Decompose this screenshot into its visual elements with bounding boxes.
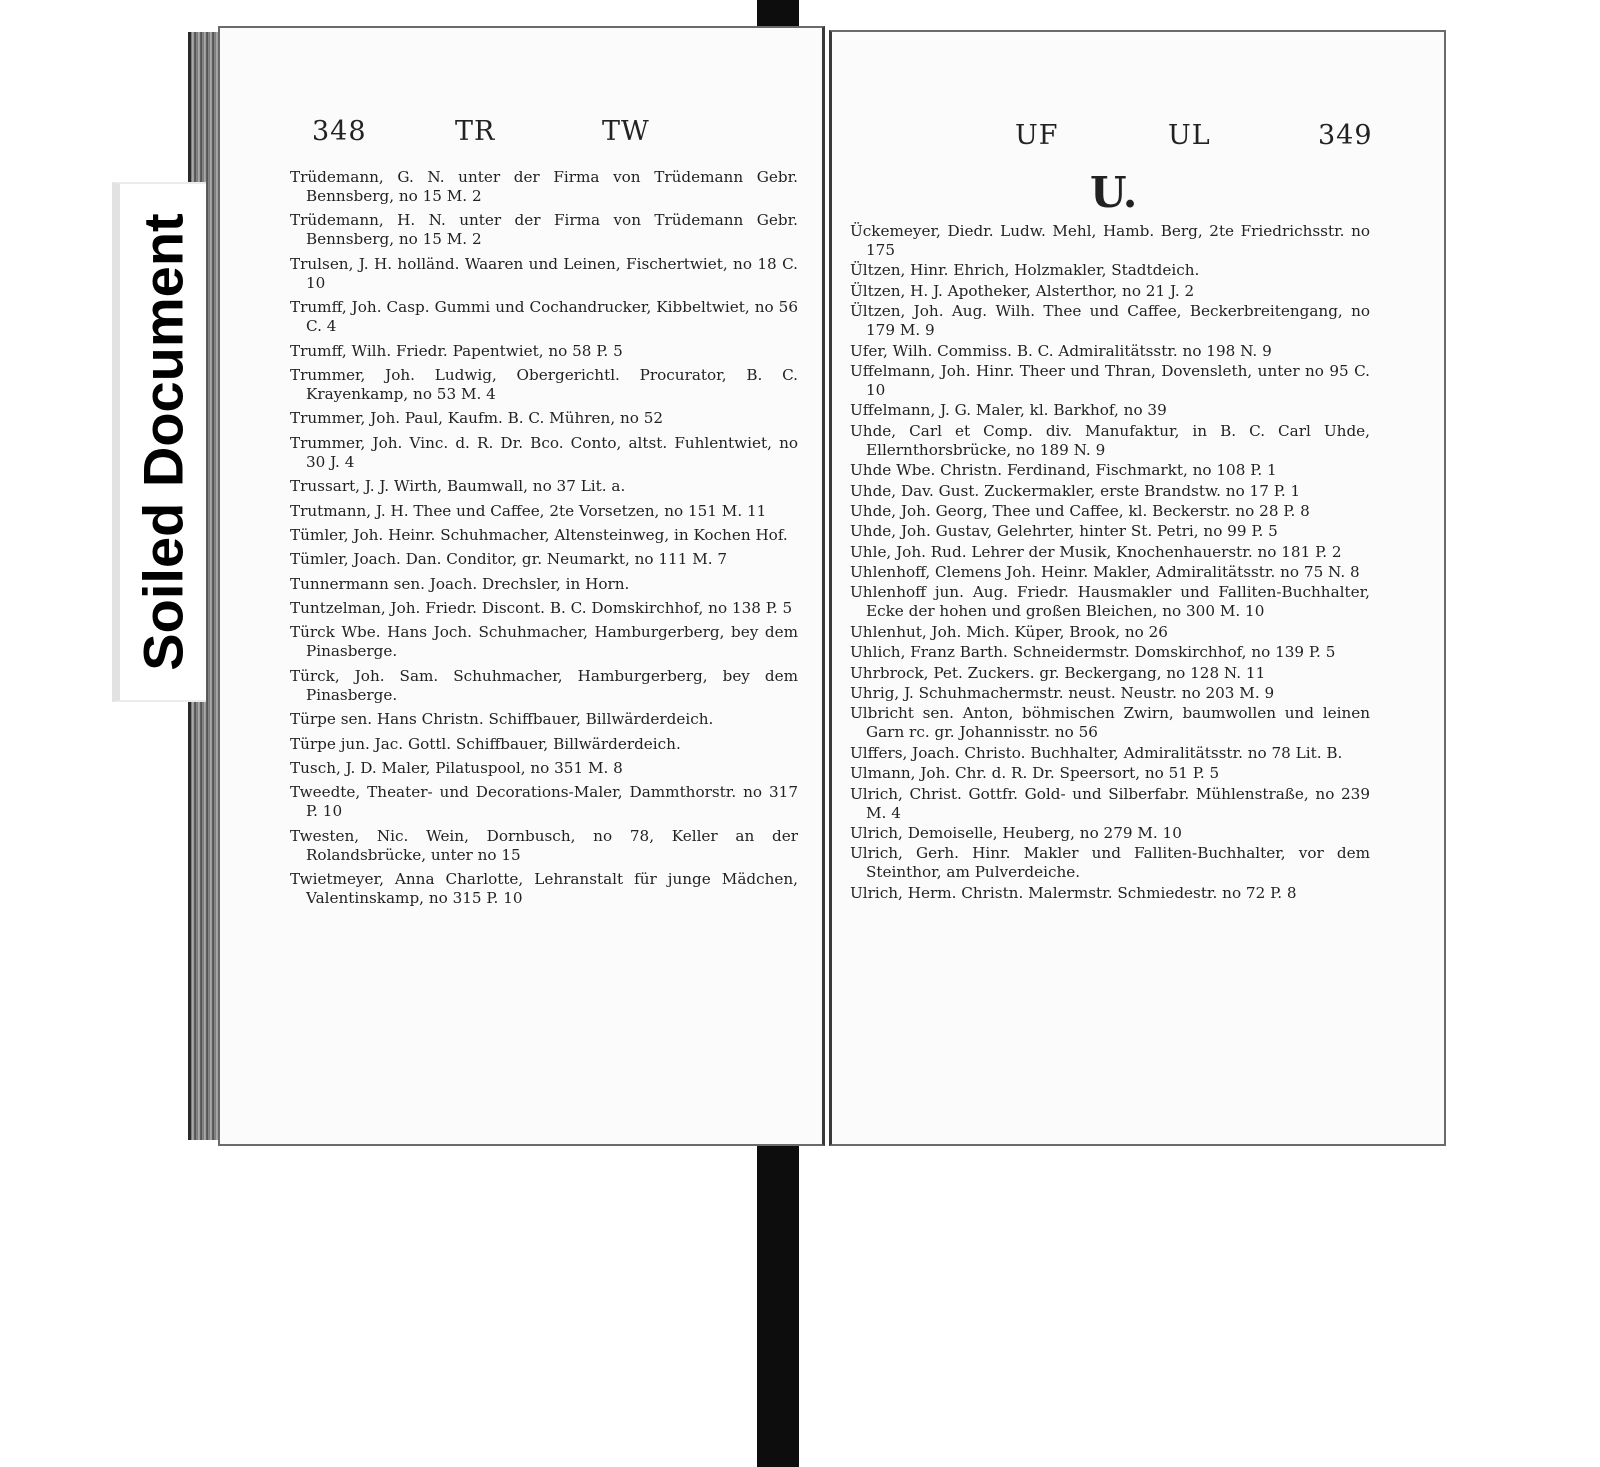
directory-entry: Uhlich, Franz Barth. Schneidermstr. Domskirchhof, no 139 P. 5 (850, 643, 1336, 662)
directory-entry: Uhlenhoff, Clemens Joh. Heinr. Makler, Admiralitätsstr. no 75 N. 8 (850, 563, 1360, 582)
directory-entry: Türck Wbe. Hans Joch. Schuhmacher, Hamburgerberg, bey dem Pinasberge. (290, 623, 798, 661)
soiled-document-tab (112, 182, 206, 702)
directory-entry: Uhlenhut, Joh. Mich. Küper, Brook, no 26 (850, 622, 1168, 641)
directory-entry: Tweedte, Theater- und Decorations-Maler, Dammthorstr. no 317 P. 10 (290, 783, 798, 821)
directory-entry: Uffelmann, Joh. Hinr. Theer und Thran, Dovensleth, unter no 95 C. 10 (850, 361, 1370, 399)
directory-entry: Ufer, Wilh. Commiss. B. C. Admiralitätsstr. no 198 N. 9 (850, 341, 1272, 360)
directory-entry: Uhrbrock, Pet. Zuckers. gr. Beckergang, no 128 N. 11 (850, 663, 1266, 682)
directory-entry: Tusch, J. D. Maler, Pilatuspool, no 351 M. 8 (290, 759, 623, 778)
directory-entry: Trummer, Joh. Ludwig, Obergerichtl. Procurator, B. C. Krayenkamp, no 53 M. 4 (290, 365, 798, 403)
right-page (829, 30, 1446, 1146)
binding-strap-bottom (757, 1140, 799, 1467)
directory-entry: Uhde, Joh. Gustav, Gelehrter, hinter St. Petri, no 99 P. 5 (850, 522, 1278, 541)
directory-entry: Uhde, Joh. Georg, Thee und Caffee, kl. Beckerstr. no 28 P. 8 (850, 501, 1310, 520)
directory-entry: Uffelmann, J. G. Maler, kl. Barkhof, no 39 (850, 401, 1167, 420)
right-running-head-start: UF (1015, 120, 1059, 151)
directory-entry: Trüdemann, H. N. unter der Firma von Trüdemann Gebr. Bennsberg, no 15 M. 2 (290, 211, 798, 249)
right-page-number: 349 (1318, 120, 1373, 151)
directory-entry: Trummer, Joh. Paul, Kaufm. B. C. Mühren, no 52 (290, 409, 664, 428)
directory-entry: Ulmann, Joh. Chr. d. R. Dr. Speersort, no 51 P. 5 (850, 764, 1220, 783)
directory-entry: Ültzen, Joh. Aug. Wilh. Thee und Caffee, Beckerbreitengang, no 179 M. 9 (850, 302, 1370, 340)
left-page (218, 26, 825, 1146)
right-page-header (832, 120, 1444, 160)
directory-entry: Uhde Wbe. Christn. Ferdinand, Fischmarkt, no 108 P. 1 (850, 461, 1277, 480)
directory-entry: Ulbricht sen. Anton, böhmischen Zwirn, baumwollen und leinen Garn rc. gr. Johannisstr. no 56 (850, 704, 1370, 742)
directory-entry: Trüdemann, G. N. unter der Firma von Trüdemann Gebr. Bennsberg, no 15 M. 2 (290, 168, 798, 205)
directory-entry: Ültzen, H. J. Apotheker, Alsterthor, no 21 J. 2 (850, 281, 1195, 300)
directory-entry: Uhde, Dav. Gust. Zuckermakler, erste Brandstw. no 17 P. 1 (850, 481, 1301, 500)
directory-entry: Ückemeyer, Diedr. Ludw. Mehl, Hamb. Berg, 2te Friedrichsstr. no 175 (850, 222, 1370, 259)
directory-entry: Ulffers, Joach. Christo. Buchhalter, Admiralitätsstr. no 78 Lit. B. (850, 743, 1343, 762)
directory-entry: Trumff, Joh. Casp. Gummi und Cochandrucker, Kibbeltwiet, no 56 C. 4 (290, 298, 798, 336)
directory-entry: Tümler, Joh. Heinr. Schuhmacher, Altensteinweg, in Kochen Hof. (290, 525, 788, 544)
left-running-head-start: TR (455, 116, 496, 147)
directory-entry: Ulrich, Herm. Christn. Malermstr. Schmiedestr. no 72 P. 8 (850, 883, 1297, 902)
directory-entry: Trutmann, J. H. Thee und Caffee, 2te Vorsetzen, no 151 M. 11 (290, 501, 767, 520)
directory-entry: Trummer, Joh. Vinc. d. R. Dr. Bco. Conto, altst. Fuhlentwiet, no 30 J. 4 (290, 433, 798, 471)
directory-entry: Türck, Joh. Sam. Schuhmacher, Hamburgerberg, bey dem Pinasberge. (290, 666, 798, 704)
right-entry-list (850, 222, 1370, 904)
directory-entry: Ulrich, Gerh. Hinr. Makler und Falliten-Buchhalter, vor dem Steinthor, am Pulverdeiche. (850, 844, 1370, 882)
directory-entry: Türpe sen. Hans Christn. Schiffbauer, Billwärderdeich. (290, 710, 714, 729)
directory-entry: Trussart, J. J. Wirth, Baumwall, no 37 Lit. a. (290, 477, 626, 496)
directory-entry: Twietmeyer, Anna Charlotte, Lehranstalt für junge Mädchen, Valentinskamp, no 315 P. 10 (290, 870, 798, 908)
directory-entry: Tümler, Joach. Dan. Conditor, gr. Neumarkt, no 111 M. 7 (290, 550, 728, 569)
directory-entry: Türpe jun. Jac. Gottl. Schiffbauer, Billwärderdeich. (290, 734, 681, 753)
directory-entry: Uhde, Carl et Comp. div. Manufaktur, in B. C. Carl Uhde, Ellernthorsbrücke, no 189 N. 9 (850, 421, 1370, 459)
left-running-head-end: TW (602, 116, 650, 147)
soiled-document-label: Soiled Document (131, 213, 195, 671)
directory-entry: Ültzen, Hinr. Ehrich, Holzmakler, Stadtdeich. (850, 261, 1200, 280)
directory-entry: Uhle, Joh. Rud. Lehrer der Musik, Knochenhauerstr. no 181 P. 2 (850, 542, 1342, 561)
directory-entry: Trulsen, J. H. holländ. Waaren und Leinen, Fischertwiet, no 18 C. 10 (290, 254, 798, 292)
open-book (188, 20, 1448, 1148)
directory-entry: Tuntzelman, Joh. Friedr. Discont. B. C. Domskirchhof, no 138 P. 5 (290, 599, 793, 618)
directory-entry: Trumff, Wilh. Friedr. Papentwiet, no 58 P. 5 (290, 341, 623, 360)
directory-entry: Uhlenhoff jun. Aug. Friedr. Hausmakler und Falliten-Buchhalter, Ecke der hohen und großen Bleichen, no 300 M. 10 (850, 583, 1370, 621)
directory-entry: Tunnermann sen. Joach. Drechsler, in Horn. (290, 574, 630, 593)
left-entry-list (290, 168, 798, 914)
directory-entry: Twesten, Nic. Wein, Dornbusch, no 78, Keller an der Rolandsbrücke, unter no 15 (290, 826, 798, 864)
left-page-header (220, 116, 822, 156)
section-heading: U. (1090, 168, 1138, 217)
directory-entry: Ulrich, Christ. Gottfr. Gold- und Silberfabr. Mühlenstraße, no 239 M. 4 (850, 784, 1370, 822)
directory-entry: Ulrich, Demoiselle, Heuberg, no 279 M. 10 (850, 823, 1182, 842)
right-running-head-end: UL (1168, 120, 1211, 151)
directory-entry: Uhrig, J. Schuhmachermstr. neust. Neustr. no 203 M. 9 (850, 684, 1275, 703)
left-page-number: 348 (312, 116, 367, 147)
